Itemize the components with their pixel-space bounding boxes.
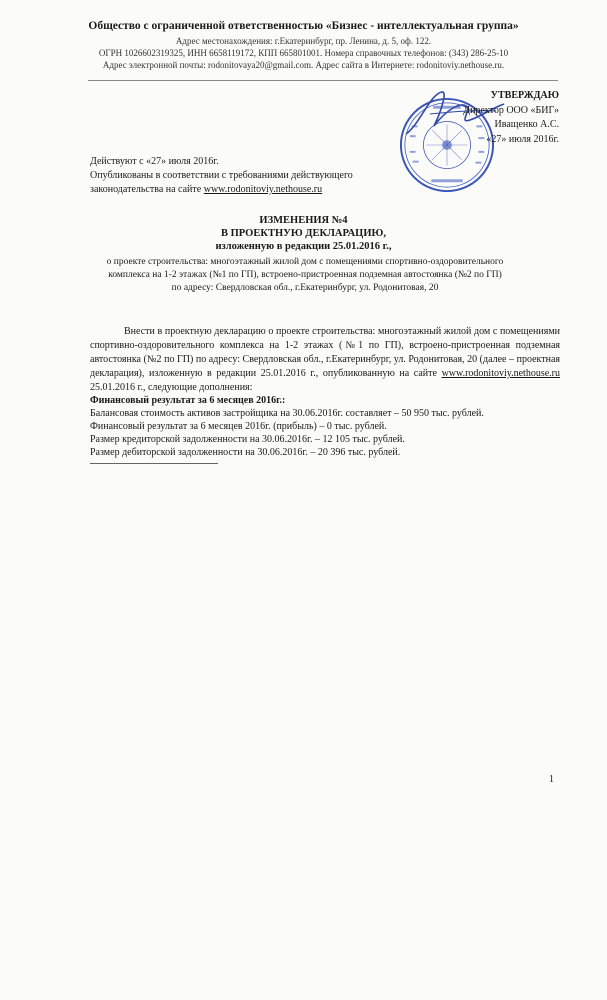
financial-line-payables: Размер кредиторской задолженности на 30.06.2016г. – 12 105 тыс. рублей. xyxy=(90,434,405,445)
approval-block xyxy=(463,89,559,147)
approval-heading: УТВЕРЖДАЮ xyxy=(490,90,559,101)
header-divider xyxy=(88,80,558,81)
project-description xyxy=(60,256,550,295)
project-description-line3: по адресу: Свердловская обл., г.Екатеринбург, ул. Родонитовая, 20 xyxy=(171,283,439,293)
paragraph-text-part1: Внести в проектную декларацию о проекте строительства: многоэтажный жилой дом с помещениями спортивно-оздоровительного комплекса на 1-2 этажах (№1 по ГП), встроено-пристроенная подземная автостоянка (№2 по ГП) по адресу: Свердловская обл., г.Екатеринбург, ул. Родонитовая, 20 (далее – проектная декларация), изложенную в редакции 25.01.2016 г., опубликованную на сайте xyxy=(90,326,560,379)
org-contacts: Адрес электронной почты: rodonitovaya20@gmail.com. Адрес сайта в Интернете: rodonitoviy.nethouse.ru. xyxy=(102,60,505,70)
org-registration: ОГРН 1026602319325, ИНН 6658119172, КПП 665801001. Номера справочных телефонов: (343) 286-25-10 xyxy=(98,48,509,58)
financial-line-receivables: Размер дебиторской задолженности на 30.06.2016г. – 20 396 тыс. рублей. xyxy=(90,447,401,458)
document-title-line1: ИЗМЕНЕНИЯ №4 xyxy=(259,215,348,226)
financial-line-result: Финансовый результат за 6 месяцев 2016г. (прибыль) – 0 тыс. рублей. xyxy=(90,421,387,432)
project-description-line1: о проекте строительства: многоэтажный жилой дом с помещениями спортивно-оздоровительного xyxy=(106,257,504,267)
effective-date: Действуют с «27» июля 2016г. xyxy=(90,156,219,167)
paragraph-site-link[interactable]: www.rodonitoviy.nethouse.ru xyxy=(441,368,560,379)
document-title-line3: изложенную в редакции 25.01.2016 г., xyxy=(215,241,392,252)
org-address: Адрес местонахождения: г.Екатеринбург, пр. Ленина, д. 5, оф. 122. xyxy=(175,36,432,46)
approval-name: Иващенко А.С. xyxy=(494,119,559,130)
published-note-prefix: законодательства на сайте xyxy=(90,184,204,195)
approval-date: «27» июля 2016г. xyxy=(486,133,559,145)
financial-heading: Финансовый результат за 6 месяцев 2016г.: xyxy=(90,395,286,406)
project-description-line2: комплекса на 1-2 этажах (№1 по ГП), встроено-пристроенная подземная автостоянка (№2 по ГП) xyxy=(108,270,502,280)
validity-block xyxy=(90,155,353,197)
published-note-line2 xyxy=(90,183,353,197)
main-paragraph xyxy=(90,325,560,395)
financial-line-assets: Балансовая стоимость активов застройщика на 30.06.2016г. составляет – 50 950 тыс. рублей. xyxy=(90,408,484,419)
approval-position: Директор ООО «БИГ» xyxy=(463,104,559,116)
site-link[interactable]: www.rodonitoviy.nethouse.ru xyxy=(203,184,323,195)
page-number: 1 xyxy=(549,774,554,785)
published-note-line1: Опубликованы в соответствии с требованиями действующего xyxy=(90,170,353,181)
org-name: Общество с ограниченной ответственностью «Бизнес - интеллектуальная группа» xyxy=(88,20,519,32)
document-title-line2: В ПРОЕКТНУЮ ДЕКЛАРАЦИЮ, xyxy=(221,228,386,239)
paragraph-text-part2: 25.01.2016 г., следующие дополнения: xyxy=(90,382,253,393)
footnote-divider xyxy=(90,463,218,464)
